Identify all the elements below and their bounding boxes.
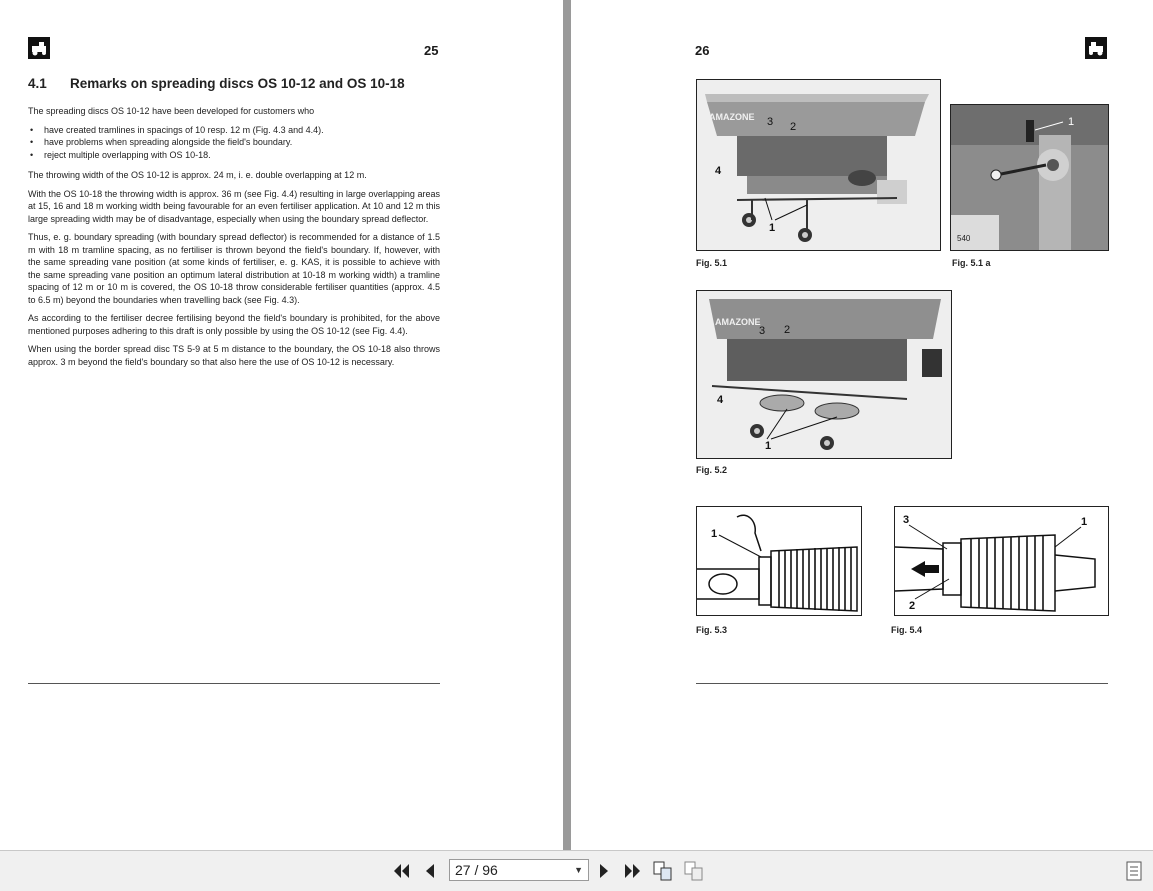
- brand-label: AMAZONE: [709, 112, 755, 122]
- callout-2: 2: [790, 121, 797, 133]
- right-page: [571, 0, 1153, 850]
- figure-caption: Fig. 5.1: [696, 258, 728, 268]
- figure-caption: Fig. 5.1 a: [952, 258, 991, 268]
- callout-2: 2: [909, 600, 916, 612]
- first-page-icon: [393, 863, 411, 879]
- page-number: 26: [695, 43, 710, 58]
- figure-caption: Fig. 5.4: [891, 625, 923, 635]
- section-number: 4.1: [28, 76, 47, 91]
- page-number-dropdown[interactable]: [449, 859, 589, 881]
- callout-3: 3: [903, 514, 910, 526]
- list-item: • have problems when spreading alongside the field's boundary.: [28, 136, 440, 149]
- list-item: • reject multiple overlapping with OS 10-18.: [28, 149, 440, 162]
- list-item: • have created tramlines in spacings of 10 resp. 12 m (Fig. 4.3 and 4.4).: [28, 124, 440, 137]
- section-title: Remarks on spreading discs OS 10-12 and OS 10-18: [70, 76, 405, 91]
- callout-3: 3: [767, 116, 774, 128]
- last-page-icon: [623, 863, 641, 879]
- callout-2: 2: [784, 324, 791, 336]
- single-page-view-button[interactable]: [683, 860, 705, 882]
- two-page-view-icon: [653, 861, 673, 881]
- single-page-view-icon: [684, 861, 704, 881]
- figure-caption: Fig. 5.2: [696, 465, 728, 475]
- amazone-logo-icon: [1085, 37, 1107, 59]
- callout-4: 4: [715, 165, 722, 177]
- paragraph-border-spread-disc: When using the border spread disc TS 5-9 at 5 m distance to the boundary, the OS 10-18 also throws approx. 3 m beyond the field's boundary so that also here the use of OS 10-12 is necessary.: [28, 344, 440, 367]
- figure-5-1-spreader-photo: [696, 79, 941, 251]
- last-page-button[interactable]: [621, 860, 643, 882]
- callout-1: 1: [769, 222, 776, 234]
- bullet-list: [28, 124, 440, 162]
- previous-page-button[interactable]: [419, 860, 441, 882]
- figure-5-4-drawing: [894, 506, 1109, 616]
- sticker-label: 540: [957, 234, 971, 243]
- footer-rule: [696, 683, 1108, 684]
- dropdown-arrow-icon: ▼: [574, 865, 583, 875]
- paragraph-intro: The spreading discs OS 10-12 have been developed for customers who: [28, 106, 315, 116]
- page-indicator: 27 / 96: [455, 862, 498, 878]
- menu-icon: [1126, 861, 1142, 881]
- previous-page-icon: [424, 863, 436, 879]
- section-body: [28, 105, 440, 374]
- paragraph-boundary-spreading: Thus, e. g. boundary spreading (with boundary spread deflector) is recommended for a distance of 1.5 m with 18 m tramline spacing, as no fertiliser is thrown beyond the field's boundary. If, however, with the same spreading vane position (at some kinds of fertiliser, e. g. KAS, it is possible to achieve with the same spreading vane position an optimum lateral distribution at 10-18 m working width) a tramline spacing of 12 m or 10 m is covered, the OS 10-18 throw considerable fertiliser quantities (approx. 4.5 to 6.5 m) beyond the boundaries when travelling back (see Fig. 4.3).: [28, 232, 440, 305]
- first-page-button[interactable]: [391, 860, 413, 882]
- callout-4: 4: [717, 394, 724, 406]
- callout-1: 1: [1081, 516, 1088, 528]
- figure-5-3-drawing: [696, 506, 862, 616]
- paragraph-throwing-width: The throwing width of the OS 10-12 is approx. 24 m, i. e. double overlapping at 12 m.: [28, 170, 367, 180]
- page-number: 25: [424, 43, 439, 58]
- next-page-button[interactable]: [593, 860, 615, 882]
- menu-button[interactable]: [1123, 860, 1145, 882]
- callout-1: 1: [1068, 116, 1075, 128]
- figure-5-1a-lever-photo: [950, 104, 1109, 251]
- amazone-logo-icon: [28, 37, 50, 59]
- next-page-icon: [598, 863, 610, 879]
- left-page: [0, 0, 563, 850]
- footer-rule: [28, 683, 440, 684]
- figure-5-2-spreader-photo: [696, 290, 952, 459]
- section-heading: [28, 76, 405, 91]
- callout-3: 3: [759, 325, 766, 337]
- brand-label: AMAZONE: [715, 317, 761, 327]
- two-page-view-button[interactable]: [652, 860, 674, 882]
- callout-1: 1: [765, 440, 772, 452]
- paragraph-fertiliser-decree: As according to the fertiliser decree fertilising beyond the field's boundary is prohibited, for the above mentioned purposes adhering to this draft is only possible by using the OS 10-12 (see Fig. 4.4).: [28, 313, 440, 336]
- figure-caption: Fig. 5.3: [696, 625, 728, 635]
- paragraph-os-10-18: With the OS 10-18 the throwing width is approx. 36 m (see Fig. 4.4) resulting in large overlapping areas at 15, 16 and 18 m working width being favourable for an even fertiliser application. At 10 and 12 m this large spreading width may be of disadvantage, especially when using the boundary spread deflector.: [28, 188, 440, 224]
- callout-1: 1: [711, 528, 718, 540]
